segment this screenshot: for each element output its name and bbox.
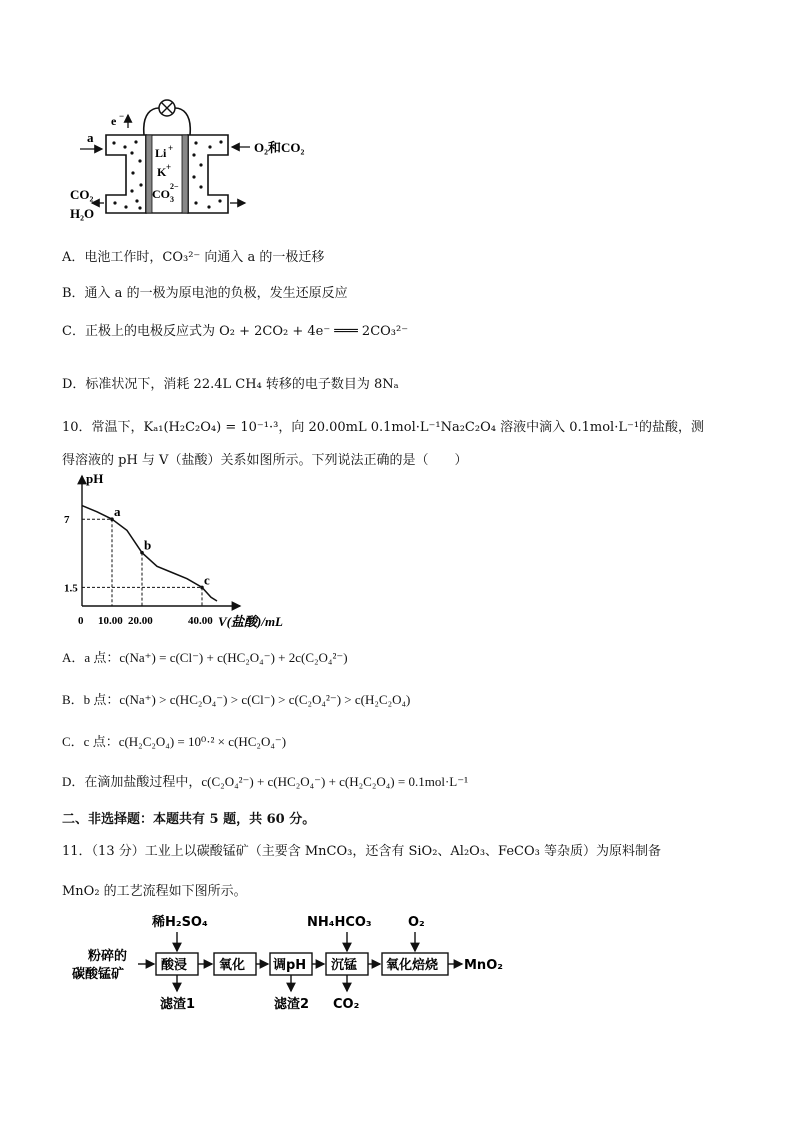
section-heading: 二、非选择题：本题共有 5 题，共 60 分。	[62, 812, 316, 827]
step-adjust-ph: 调pH	[273, 958, 307, 973]
point-label-b: b	[144, 537, 152, 553]
q10-option-c[interactable]: C．c 点：c(H₂C₂O₄) = 10⁰·² × c(HC₂O₄⁻)	[62, 734, 287, 749]
ion-k: K	[157, 165, 167, 179]
y-tick-1.5: 1.5	[64, 582, 78, 595]
q9-option-b[interactable]: B．通入 a 的一极为原电池的负极，发生还原反应	[62, 286, 348, 301]
x-tick-40.00: 40.00	[188, 615, 213, 627]
start-material-line2: 碳酸锰矿	[72, 967, 125, 982]
q10-option-d[interactable]: D．在滴加盐酸过程中，c(C₂O₄²⁻) + c(HC₂O₄⁻) + c(H₂C₂O₄) = 0.1mol·L⁻¹	[62, 774, 468, 789]
q9-option-d[interactable]: D．标准状况下，消耗 22.4L CH₄ 转移的电子数目为 8Nₐ	[62, 377, 399, 392]
svg-text:+: +	[168, 143, 174, 153]
q11-line2: MnO₂ 的工艺流程如下图所示。	[62, 884, 247, 899]
output-residue1: 滤渣1	[160, 997, 196, 1012]
start-material-line1: 粉碎的	[88, 949, 128, 964]
x-tick-20.00: 20.00	[128, 615, 153, 627]
x-tick-10.00: 10.00	[98, 615, 123, 627]
q9-option-c[interactable]: C．正极上的电极反应式为 O₂ + 2CO₂ + 4e⁻ ═══ 2CO₃²⁻	[62, 324, 409, 339]
product-label: MnO₂	[464, 958, 503, 973]
label-co2: CO₂	[70, 187, 94, 202]
svg-text:−: −	[119, 111, 125, 121]
svg-text:+: +	[166, 162, 172, 172]
label-h2o: H₂O	[70, 206, 95, 221]
step-oxidation: 氧化	[219, 958, 246, 973]
q10-stem-line2: 得溶液的 pH 与 V（盐酸）关系如图所示。下列说法正确的是（ ）	[62, 453, 468, 468]
input-acid: 稀H₂SO₄	[152, 915, 208, 930]
svg-text:3: 3	[170, 195, 174, 204]
point-label-c: c	[204, 572, 210, 588]
ion-co3: CO	[152, 187, 170, 201]
input-nh4hco3: NH₄HCO₃	[307, 915, 372, 930]
output-residue2: 滤渣2	[274, 997, 310, 1012]
point-label-a: a	[114, 504, 121, 520]
label-a: a	[87, 130, 94, 145]
x-tick-0: 0	[78, 615, 84, 627]
y-axis-label: pH	[86, 471, 104, 486]
ph-titration-chart	[60, 470, 320, 635]
ph-curve	[82, 506, 217, 601]
svg-text:2−: 2−	[170, 182, 179, 191]
process-flowchart	[60, 908, 530, 1018]
y-tick-7: 7	[64, 514, 70, 527]
label-e: e	[111, 114, 117, 128]
step-acid-leach: 酸浸	[161, 958, 188, 973]
q10-stem-line1: 10．常温下，Kₐ₁(H₂C₂O₄) = 10⁻¹·³，向 20.00mL 0.1mol·L⁻¹Na₂C₂O₄ 溶液中滴入 0.1mol·L⁻¹的盐酸，测	[62, 420, 705, 435]
q10-option-b[interactable]: B．b 点：c(Na⁺) > c(HC₂O₄⁻) > c(Cl⁻) > c(C₂O₄²⁻) > c(H₂C₂O₄)	[62, 692, 411, 707]
q10-option-a[interactable]: A．a 点：c(Na⁺) = c(Cl⁻) + c(HC₂O₄⁻) + 2c(C₂O₄²⁻)	[62, 650, 348, 665]
step-precipitate-mn: 沉锰	[331, 958, 358, 973]
step-oxidative-roast: 氧化焙烧	[386, 958, 439, 973]
input-o2: O₂	[408, 915, 425, 930]
label-right-gas: O₂和CO₂	[254, 140, 305, 155]
battery-figure	[70, 95, 330, 230]
q11-line1: 11．（13 分）工业上以碳酸锰矿（主要含 MnCO₃，还含有 SiO₂、Al₂O₃、FeCO₃ 等杂质）为原料制备	[62, 844, 661, 859]
right-electrode-chamber	[188, 135, 228, 213]
output-co2: CO₂	[333, 997, 360, 1012]
x-axis-label: V(盐酸)/mL	[218, 614, 283, 629]
ion-li: Li	[155, 146, 167, 160]
q9-option-a[interactable]: A．电池工作时，CO₃²⁻ 向通入 a 的一极迁移	[62, 250, 325, 265]
